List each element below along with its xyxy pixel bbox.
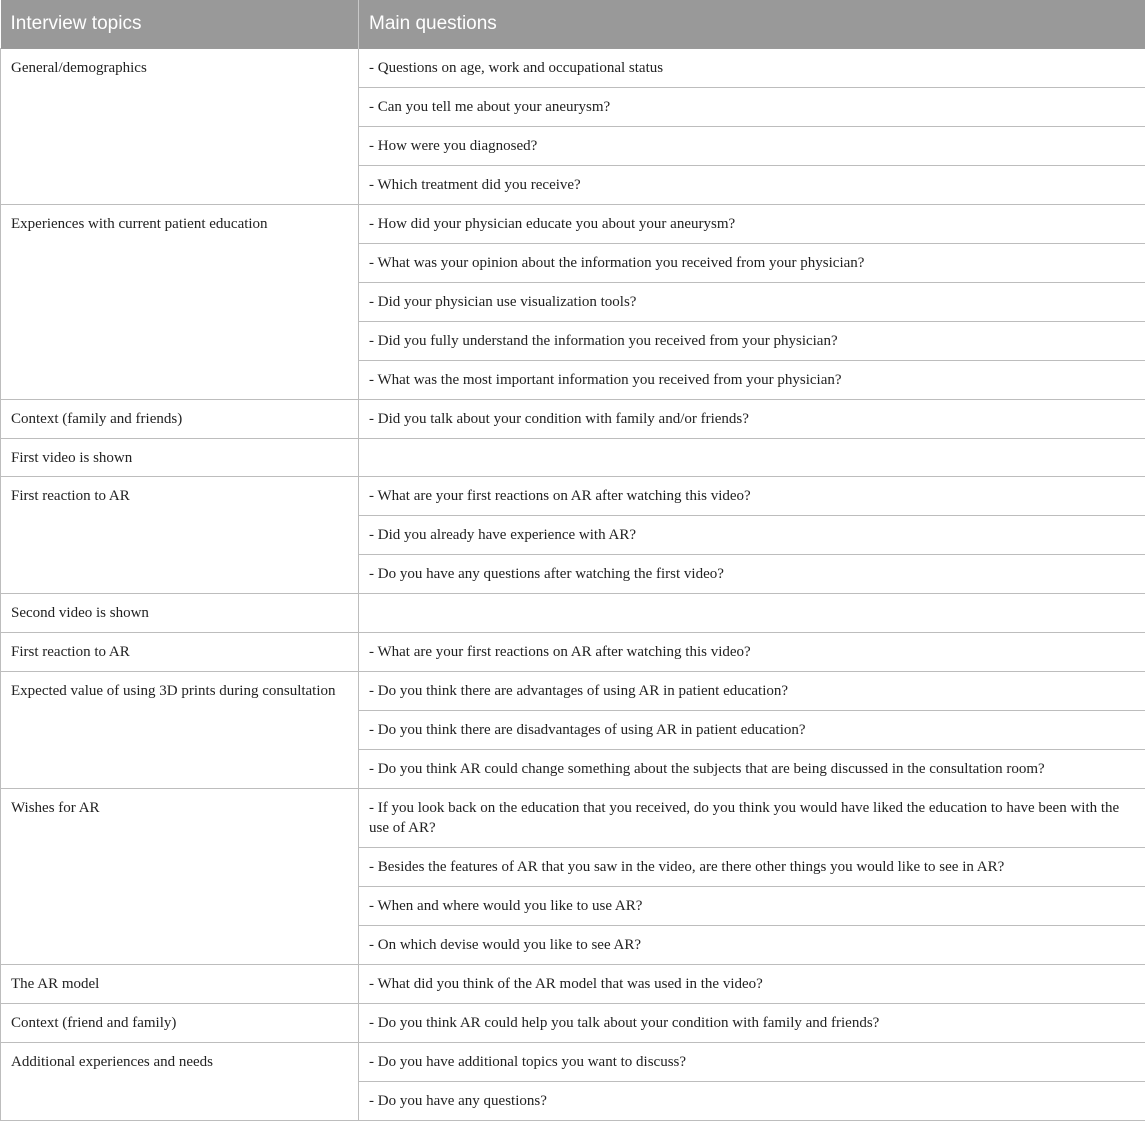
main-question-cell: - What are your first reactions on AR after watching this video?	[359, 477, 1145, 516]
main-question-cell: - How were you diagnosed?	[359, 126, 1145, 165]
interview-topic-cell: First reaction to AR	[1, 477, 359, 594]
main-question-cell: - Do you think there are advantages of using AR in patient education?	[359, 671, 1145, 710]
main-question-cell: - Can you tell me about your aneurysm?	[359, 87, 1145, 126]
interview-topic-cell: Context (friend and family)	[1, 1003, 359, 1042]
main-question-cell: - Did your physician use visualization tools?	[359, 282, 1145, 321]
main-question-cell: - What did you think of the AR model that was used in the video?	[359, 964, 1145, 1003]
table-row	[1, 632, 1145, 671]
table-row	[1, 399, 1145, 438]
table-row	[1, 438, 1145, 477]
interview-topic-cell: Additional experiences and needs	[1, 1042, 359, 1120]
table-row	[1, 671, 1145, 710]
main-question-cell: - Questions on age, work and occupational status	[359, 48, 1145, 87]
main-question-cell: - If you look back on the education that you received, do you think you would have liked the education to have been with the use of AR?	[359, 788, 1145, 847]
table-row	[1, 788, 1145, 847]
interview-topic-cell: First reaction to AR	[1, 632, 359, 671]
table-row	[1, 477, 1145, 516]
interview-topic-cell: Experiences with current patient education	[1, 204, 359, 399]
table-row	[1, 1042, 1145, 1081]
table-row	[1, 1003, 1145, 1042]
main-question-cell: - Do you have any questions after watching the first video?	[359, 555, 1145, 594]
table-row	[1, 48, 1145, 87]
interview-topic-cell: Context (family and friends)	[1, 399, 359, 438]
main-question-cell: - On which devise would you like to see AR?	[359, 925, 1145, 964]
main-question-cell: - Do you think AR could change something about the subjects that are being discussed in the consultation room?	[359, 749, 1145, 788]
main-question-cell: - Besides the features of AR that you saw in the video, are there other things you would like to see in AR?	[359, 847, 1145, 886]
table-body	[1, 48, 1145, 1120]
header-interview-topics: Interview topics	[1, 0, 359, 48]
main-question-cell: - When and where would you like to use AR?	[359, 886, 1145, 925]
interview-topic-cell: First video is shown	[1, 438, 359, 477]
main-question-cell	[359, 438, 1145, 477]
header-main-questions: Main questions	[359, 0, 1145, 48]
main-question-cell: - Do you have additional topics you want to discuss?	[359, 1042, 1145, 1081]
interview-topic-cell: Second video is shown	[1, 594, 359, 633]
main-question-cell	[359, 594, 1145, 633]
main-question-cell: - Did you talk about your condition with family and/or friends?	[359, 399, 1145, 438]
table-row	[1, 964, 1145, 1003]
main-question-cell: - How did your physician educate you about your aneurysm?	[359, 204, 1145, 243]
table-row	[1, 204, 1145, 243]
main-question-cell: - Do you have any questions?	[359, 1081, 1145, 1120]
main-question-cell: - Do you think AR could help you talk about your condition with family and friends?	[359, 1003, 1145, 1042]
table-row	[1, 594, 1145, 633]
interview-topic-cell: Wishes for AR	[1, 788, 359, 964]
main-question-cell: - What was your opinion about the information you received from your physician?	[359, 243, 1145, 282]
main-question-cell: - Which treatment did you receive?	[359, 165, 1145, 204]
main-question-cell: - Did you fully understand the information you received from your physician?	[359, 321, 1145, 360]
interview-topic-cell: Expected value of using 3D prints during consultation	[1, 671, 359, 788]
interview-topic-cell: General/demographics	[1, 48, 359, 204]
table-header-row	[1, 0, 1145, 48]
main-question-cell: - Do you think there are disadvantages of using AR in patient education?	[359, 710, 1145, 749]
interview-topic-cell: The AR model	[1, 964, 359, 1003]
main-question-cell: - What was the most important information you received from your physician?	[359, 360, 1145, 399]
main-question-cell: - Did you already have experience with AR?	[359, 516, 1145, 555]
main-question-cell: - What are your first reactions on AR after watching this video?	[359, 632, 1145, 671]
